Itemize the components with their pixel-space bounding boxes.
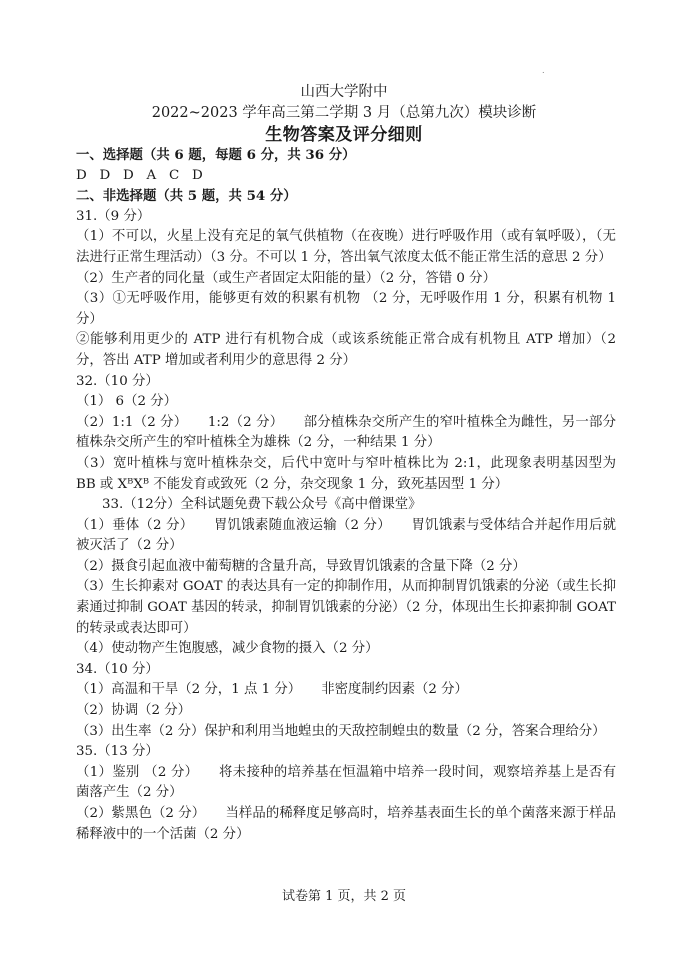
question-33-part-4: （4）使动物产生饱腹感，减少食物的摄入（2 分）	[76, 641, 379, 657]
question-31-part-3a: （3）①无呼吸作用，能够更有效的积累有机物 （2 分，无呼吸作用 1 分，积累有机物 1 分）	[76, 291, 616, 327]
question-35-part-2: （2）紫黑色（2 分） 当样品的稀释度足够高时，培养基表面生长的单个菌落来源于样品稀释液中的一个活菌（2 分）	[76, 806, 616, 842]
exam-name: 2022~2023 学年高三第二学期 3 月（总第九次）模块诊断	[151, 105, 537, 121]
question-32-part-1: （1） 6（2 分）	[76, 394, 178, 410]
choice-answers: D D D A C D	[76, 167, 203, 183]
question-31-part-2: （2）生产者的同化量（或生产者固定太阳能的量）（2 分，答错 0 分）	[76, 270, 496, 286]
question-34-part-1: （1）高温和干旱（2 分，1 点 1 分） 非密度制约因素（2 分）	[76, 682, 468, 698]
question-32-title: 32.（10 分）	[76, 373, 159, 389]
question-34-title: 34.（10 分）	[76, 661, 159, 677]
question-34-part-3: （3）出生率（2 分）保护和利用当地蝗虫的天敌控制蝗虫的数量（2 分，答案合理给分）	[76, 723, 606, 739]
question-33-title: 33.（12分）全科试题免费下载公众号《高中僧课堂》	[102, 497, 422, 513]
school-name: 山西大学附中	[300, 84, 388, 100]
page-footer: 试卷第 1 页，共 2 页	[281, 889, 407, 904]
question-33-part-1: （1）垂体（2 分） 胃饥饿素随血液运输（2 分） 胃饥饿素与受体结合并起作用后就被灭活了（2 分）	[76, 517, 616, 554]
question-32-part-3: （3）宽叶植株与宽叶植株杂交，后代中宽叶与窄叶植株比为 2:1，此现象表明基因型为 BB 或 XᴮXᴮ 不能发育或致死（2 分，杂交现象 1 分，致死基因型 1 分）	[76, 455, 616, 492]
question-31-title: 31.（9 分）	[76, 208, 151, 224]
question-31-part-1: （1）不可以，火星上没有充足的氧气供植物（在夜晚）进行呼吸作用（或有氧呼吸），（无法进行正常生理活动）（3 分。不可以 1 分，答出氧气浓度太低不能正常生活的意思 2 分）	[76, 229, 616, 265]
question-32-part-2: （2）1:1（2 分） 1:2（2 分） 部分植株杂交所产生的窄叶植株全为雌性，另一部分植株杂交所产生的窄叶植株全为雄株（2 分，一种结果 1 分）	[76, 414, 616, 451]
question-33-part-2: （2）摄食引起血液中葡萄糖的含量升高，导致胃饥饿素的含量下降（2 分）	[76, 558, 526, 574]
section-heading-nonchoice: 二、非选择题（共 5 题，共 54 分）	[76, 188, 297, 205]
document-title: 生物答案及评分细则	[265, 125, 423, 145]
question-35-part-1: （1）鉴别 （2 分） 将未接种的培养基在恒温箱中培养一段时间，观察培养基上是否有菌落产生（2 分）	[76, 764, 616, 801]
question-34-part-2: （2）协调（2 分）	[76, 703, 192, 719]
question-31-part-3b: ②能够利用更少的 ATP 进行有机物合成（或该系统能正常合成有机物且 ATP 增加）（2 分，答出 ATP 增加或者利用少的意思得 2 分）	[76, 332, 616, 368]
question-33-part-3: （3）生长抑素对 GOAT 的表达具有一定的抑制作用，从而抑制胃饥饿素的分泌（或生长抑素通过抑制 GOAT 基因的转录，抑制胃饥饿素的分泌）（2 分，体现出生长抑素抑制 GOAT 的转录或表达即可）	[76, 579, 616, 636]
corner-mark: .	[542, 66, 545, 75]
answer-content	[76, 145, 616, 845]
question-35-title: 35.（13 分）	[76, 744, 159, 760]
section-heading-choice: 一、选择题（共 6 题，每题 6 分，共 36 分）	[76, 147, 356, 163]
